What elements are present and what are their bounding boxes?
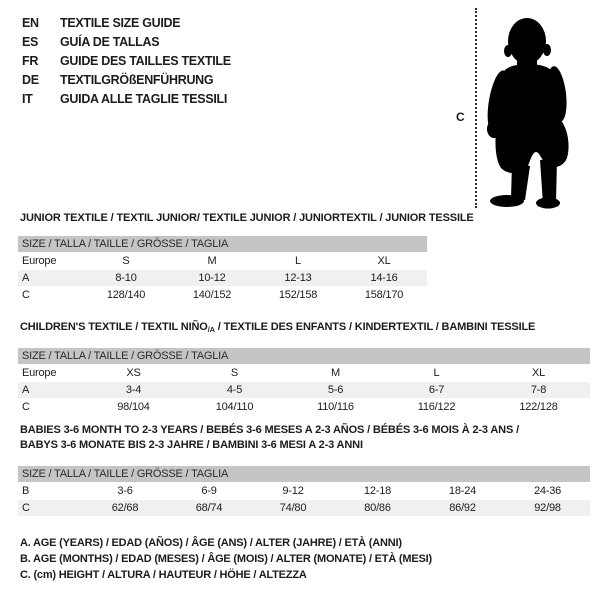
legend-line-c: C. (cm) HEIGHT / ALTURA / HAUTEUR / HÖHE / ALTEZZA xyxy=(20,569,307,581)
cell: 8-10 xyxy=(83,270,169,287)
cell: 62/68 xyxy=(83,500,167,517)
cell: 3-4 xyxy=(83,382,184,399)
children-title-subscript: /A xyxy=(207,325,215,334)
measurement-legend xyxy=(20,535,432,583)
cell: 80/86 xyxy=(335,500,420,517)
language-title: TEXTILE SIZE GUIDE xyxy=(60,16,181,30)
babies-title-line1: BABIES 3-6 MONTH TO 2-3 YEARS / BEBÉS 3-6 MESES A 2-3 AÑOS / BÉBÉS 3-6 MOIS À 2-3 ANS / xyxy=(20,424,519,436)
children-size-table xyxy=(18,348,590,416)
language-code: IT xyxy=(22,92,33,106)
cell: 24-36 xyxy=(505,483,590,500)
table-row xyxy=(18,382,590,399)
language-row xyxy=(22,71,231,90)
cell: XS xyxy=(83,365,184,382)
cell: 3-6 xyxy=(83,483,167,500)
cell: 128/140 xyxy=(83,287,169,304)
legend-line-b: B. AGE (MONTHS) / EDAD (MESES) / ÂGE (MOIS) / ALTER (MONATE) / ETÀ (MESI) xyxy=(20,553,432,565)
cell: L xyxy=(255,253,341,270)
size-header-label: SIZE / TALLA / TAILLE / GRÖSSE / TAGLIA xyxy=(18,466,590,483)
language-title: GUIDA ALLE TAGLIE TESSILI xyxy=(60,92,228,106)
language-code: FR xyxy=(22,54,39,68)
babies-title-line2: BABYS 3-6 MONATE BIS 2-3 JAHRE / BAMBINI 3-6 MESI A 2-3 ANNI xyxy=(20,439,363,451)
language-code: ES xyxy=(22,35,39,49)
cell: 4-5 xyxy=(184,382,285,399)
cell: 152/158 xyxy=(255,287,341,304)
cell: 122/128 xyxy=(487,399,590,416)
children-table-title xyxy=(20,321,535,334)
size-header-row xyxy=(18,236,427,253)
language-row xyxy=(22,52,231,71)
cell: M xyxy=(169,253,255,270)
cell: XL xyxy=(341,253,427,270)
cell: 5-6 xyxy=(285,382,386,399)
height-measure-dotted-line xyxy=(475,8,477,208)
row-label: C xyxy=(18,500,83,517)
cell: S xyxy=(83,253,169,270)
size-header-label: SIZE / TALLA / TAILLE / GRÖSSE / TAGLIA xyxy=(18,348,590,365)
cell: 140/152 xyxy=(169,287,255,304)
legend-line-a: A. AGE (YEARS) / EDAD (AÑOS) / ÂGE (ANS) / ALTER (JAHRE) / ETÀ (ANNI) xyxy=(20,537,402,549)
size-header-label: SIZE / TALLA / TAILLE / GRÖSSE / TAGLIA xyxy=(18,236,427,253)
cell: 110/116 xyxy=(285,399,386,416)
cell: 14-16 xyxy=(341,270,427,287)
children-title-post: / TEXTILE DES ENFANTS / KINDERTEXTIL / BAMBINI TESSILE xyxy=(214,321,536,333)
cell: 116/122 xyxy=(386,399,487,416)
children-title-pre: CHILDREN'S TEXTILE / TEXTIL NIÑO xyxy=(20,321,208,333)
language-row xyxy=(22,14,231,33)
row-label: A xyxy=(18,270,83,287)
babies-size-table xyxy=(18,466,590,517)
row-label: A xyxy=(18,382,83,399)
table-row xyxy=(18,399,590,416)
cell: 92/98 xyxy=(505,500,590,517)
language-title: GUÍA DE TALLAS xyxy=(60,35,160,49)
cell: 74/80 xyxy=(251,500,335,517)
language-row xyxy=(22,33,231,52)
size-header-row xyxy=(18,466,590,483)
language-title: TEXTILGRÖßENFÜHRUNG xyxy=(60,73,214,87)
cell: 86/92 xyxy=(420,500,505,517)
cell: 7-8 xyxy=(487,382,590,399)
cell: 9-12 xyxy=(251,483,335,500)
table-row xyxy=(18,270,427,287)
cell: M xyxy=(285,365,386,382)
cell: 68/74 xyxy=(167,500,251,517)
cell: XL xyxy=(487,365,590,382)
table-row xyxy=(18,500,590,517)
cell: L xyxy=(386,365,487,382)
table-row xyxy=(18,287,427,304)
cell: 12-18 xyxy=(335,483,420,500)
size-header-row xyxy=(18,348,590,365)
row-label: Europe xyxy=(18,253,83,270)
language-title-list xyxy=(22,14,231,109)
junior-size-table xyxy=(18,236,427,304)
cell: 6-9 xyxy=(167,483,251,500)
toddler-silhouette-image xyxy=(487,8,595,210)
cell: 12-13 xyxy=(255,270,341,287)
language-title: GUIDE DES TAILLES TEXTILE xyxy=(60,54,231,68)
cell: 6-7 xyxy=(386,382,487,399)
language-code: DE xyxy=(22,73,39,87)
cell: 98/104 xyxy=(83,399,184,416)
table-row xyxy=(18,483,590,500)
cell: 158/170 xyxy=(341,287,427,304)
junior-table-title: JUNIOR TEXTILE / TEXTIL JUNIOR/ TEXTILE JUNIOR / JUNIORTEXTIL / JUNIOR TESSILE xyxy=(20,212,474,224)
row-label: C xyxy=(18,287,83,304)
row-label: B xyxy=(18,483,83,500)
table-row xyxy=(18,253,427,270)
language-row xyxy=(22,90,231,109)
cell: 18-24 xyxy=(420,483,505,500)
table-row xyxy=(18,365,590,382)
cell: 104/110 xyxy=(184,399,285,416)
height-marker-label: C xyxy=(456,110,465,124)
language-code: EN xyxy=(22,16,39,30)
cell: S xyxy=(184,365,285,382)
row-label: Europe xyxy=(18,365,83,382)
babies-table-title xyxy=(20,423,595,453)
cell: 10-12 xyxy=(169,270,255,287)
row-label: C xyxy=(18,399,83,416)
